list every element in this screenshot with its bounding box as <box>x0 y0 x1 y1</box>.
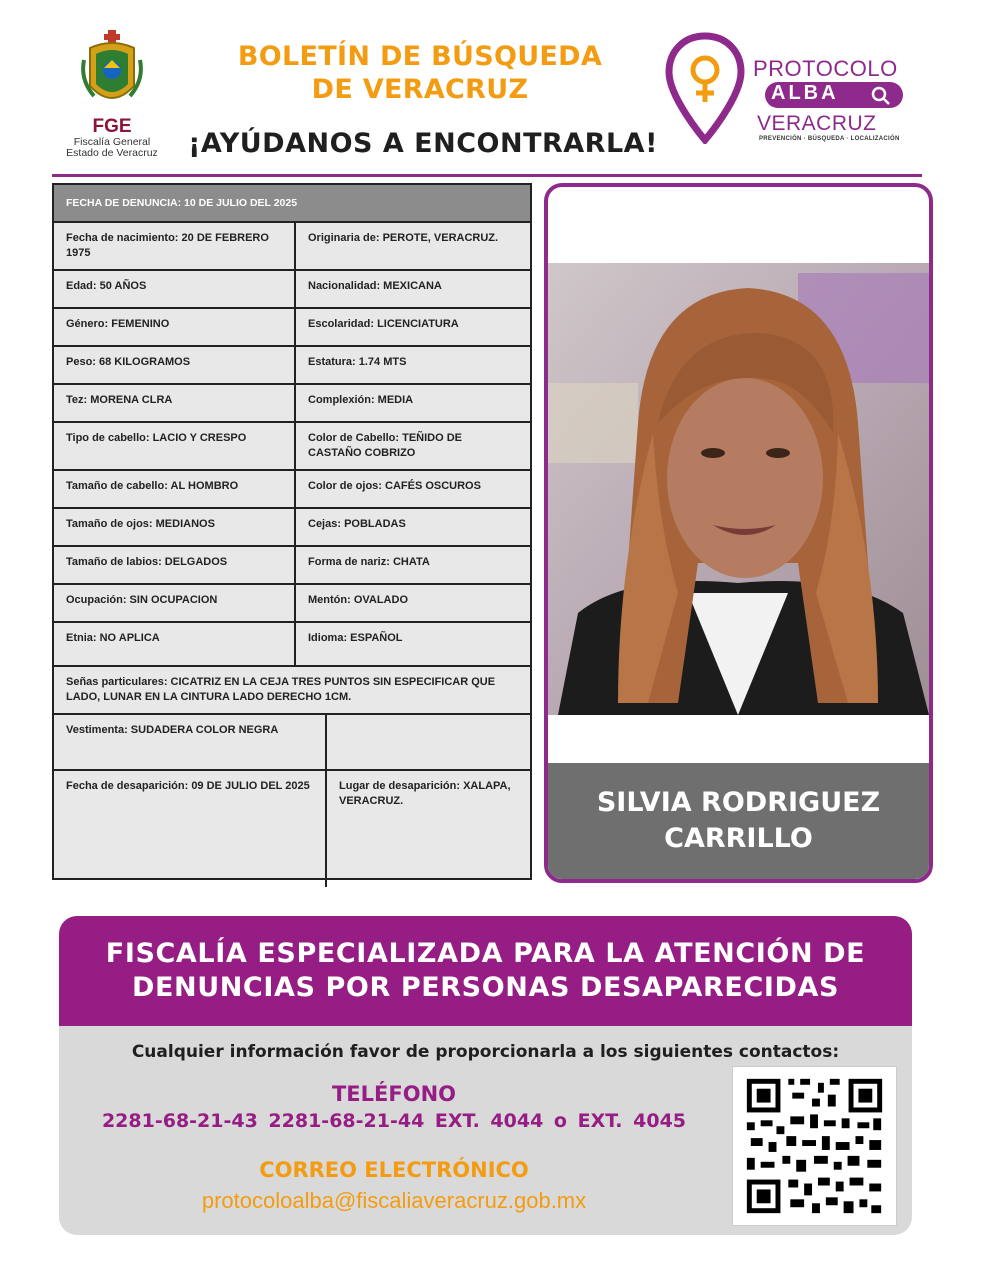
alba-line3: VERACRUZ <box>757 112 877 135</box>
person-photo-card <box>544 183 933 883</box>
contact-intro: Cualquier información favor de proporcionarla a los siguientes contactos: <box>131 1042 840 1062</box>
height: Estatura: 1.74 MTS <box>308 356 407 368</box>
hair-length: Tamaño de cabello: AL HOMBRO <box>54 471 296 507</box>
ethnicity: Etnia: NO APLICA <box>54 623 296 665</box>
contact-panel <box>59 1026 912 1235</box>
table-row <box>54 667 530 715</box>
table-row <box>54 347 530 385</box>
fge-name-line2: Estado de Veracruz <box>66 147 158 159</box>
title-line-1: BOLETÍN DE BÚSQUEDA <box>237 41 603 72</box>
weight: Peso: 68 KILOGRAMOS <box>54 347 296 383</box>
help-heading: ¡AYÚDANOS A ENCONTRARLA! <box>188 128 658 159</box>
fge-abbreviation: FGE <box>92 116 132 137</box>
phone-label: TELÉFONO <box>331 1082 457 1106</box>
origin: Originaria de: PEROTE, VERACRUZ. <box>308 232 499 244</box>
qr-code-icon[interactable] <box>732 1066 897 1226</box>
eye-color: Color de ojos: CAFÉS OSCUROS <box>308 480 481 492</box>
email-label: CORREO ELECTRÓNICO <box>259 1158 529 1182</box>
age: Edad: 50 AÑOS <box>54 271 296 307</box>
header-divider <box>52 174 922 177</box>
eyebrows: Cejas: POBLADAS <box>308 518 406 530</box>
education: Escolaridad: LICENCIATURA <box>308 318 459 330</box>
table-row <box>54 309 530 347</box>
person-details-table <box>52 183 532 880</box>
nationality: Nacionalidad: MEXICANA <box>308 280 442 292</box>
report-date: FECHA DE DENUNCIA: 10 DE JULIO DEL 2025 <box>66 196 298 209</box>
missing-person-name: SILVIA RODRIGUEZ CARRILLO <box>596 787 881 854</box>
hair-color: Color de Cabello: TEÑIDO DE CASTAÑO COBRIZO <box>308 432 463 459</box>
female-symbol-icon <box>693 58 717 102</box>
disappearance-place: Lugar de desaparición: XALAPA, VERACRUZ. <box>339 780 511 807</box>
email-address[interactable]: protocoloalba@fiscaliaveracruz.gob.mx <box>201 1188 587 1213</box>
distinguishing-marks: Señas particulares: CICATRIZ EN LA CEJA TRES PUNTOS SIN ESPECIFICAR QUE LADO, LUNAR EN LA CINTURA LADO DERECHO 1CM. <box>66 676 496 703</box>
nose-shape: Forma de nariz: CHATA <box>308 556 430 568</box>
table-row <box>54 771 530 887</box>
table-row <box>54 623 530 667</box>
gender: Género: FEMENINO <box>54 309 296 345</box>
disappearance-date: Fecha de desaparición: 09 DE JULIO DEL 2025 <box>54 771 327 887</box>
person-photo <box>548 263 929 715</box>
name-band <box>548 763 929 879</box>
table-row <box>54 509 530 547</box>
protocolo-alba-logo <box>665 32 910 147</box>
fiscalia-name: FISCALÍA ESPECIALIZADA PARA LA ATENCIÓN DE DENUNCIAS POR PERSONAS DESAPARECIDAS <box>105 938 866 1003</box>
table-row <box>54 547 530 585</box>
chin: Mentón: OVALADO <box>308 594 409 606</box>
complexion-tone: Tez: MORENA CLRA <box>54 385 296 421</box>
report-date-row <box>54 185 530 223</box>
language: Idioma: ESPAÑOL <box>308 632 403 644</box>
table-row <box>54 585 530 623</box>
lip-size: Tamaño de labios: DELGADOS <box>54 547 296 583</box>
clothing: Vestimenta: SUDADERA COLOR NEGRA <box>54 715 327 769</box>
table-row <box>54 423 530 471</box>
alba-tagline: PREVENCIÓN · BÚSQUEDA · LOCALIZACIÓN <box>759 136 900 142</box>
table-row <box>54 385 530 423</box>
build: Complexión: MEDIA <box>308 394 414 406</box>
fge-logo <box>58 30 166 162</box>
bulletin-title <box>170 40 670 106</box>
title-line-2: DE VERACRUZ <box>311 74 529 105</box>
fge-seal-icon <box>80 30 144 112</box>
phone-numbers[interactable]: 2281-68-21-43 2281-68-21-44 EXT. 4044 o EXT. 4045 <box>101 1110 687 1132</box>
hair-type: Tipo de cabello: LACIO Y CRESPO <box>54 423 296 469</box>
occupation: Ocupación: SIN OCUPACION <box>54 585 296 621</box>
alba-line1: PROTOCOLO <box>753 56 898 81</box>
fge-name-line1: Fiscalía General <box>73 136 151 148</box>
birth-date: Fecha de nacimiento: 20 DE FEBRERO 1975 <box>54 223 296 269</box>
alba-pin-icon <box>665 32 745 144</box>
table-row <box>54 715 530 771</box>
search-icon <box>868 84 894 106</box>
alba-line2: ALBA <box>771 82 839 104</box>
table-row <box>54 223 530 271</box>
eye-size: Tamaño de ojos: MEDIANOS <box>54 509 296 545</box>
empty-cell <box>327 715 530 769</box>
table-row <box>54 271 530 309</box>
table-row <box>54 471 530 509</box>
fiscalia-banner <box>59 916 912 1026</box>
